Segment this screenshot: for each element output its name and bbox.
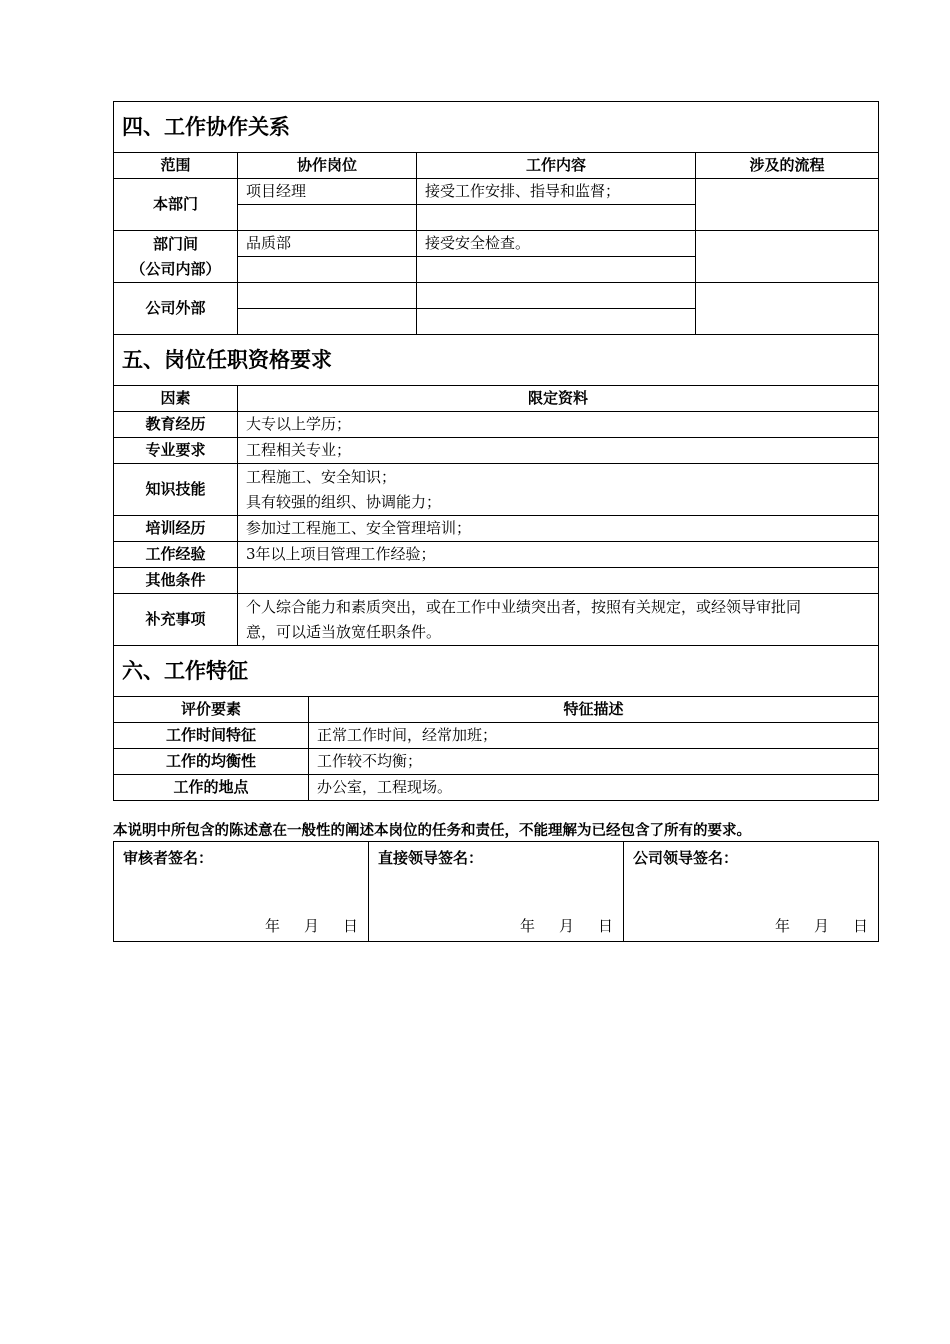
cell-process [696,179,879,231]
factor-detail [238,568,879,594]
eval-factor: 工作的地点 [114,775,309,801]
scope-external: 公司外部 [114,283,238,335]
col-header-position: 协作岗位 [238,153,417,179]
cell-content [417,205,696,231]
signature-reviewer[interactable] [114,842,369,942]
factor-label: 培训经历 [114,516,238,542]
signature-label: 审核者签名： [123,849,214,867]
scope-line2: （公司内部） [130,259,221,278]
date-month: 月 [303,917,319,935]
cell-position [238,257,417,283]
cell-position [238,205,417,231]
factor-detail: 工程相关专业； [238,438,879,464]
detail-line: 具有较强的组织、协调能力； [246,492,442,511]
signature-direct-leader[interactable] [369,842,624,942]
eval-desc: 正常工作时间，经常加班； [309,723,879,749]
date-day: 日 [597,917,613,935]
detail-line: 个人综合能力和素质突出，或在工作中业绩突出者，按照有关规定，或经领导审批同 [246,597,802,616]
factor-label: 工作经验 [114,542,238,568]
factor-label: 教育经历 [114,412,238,438]
date-day: 日 [852,917,868,935]
col-header-factor: 因素 [114,386,238,412]
factor-label: 其他条件 [114,568,238,594]
factor-label: 专业要求 [114,438,238,464]
factor-detail: 参加过工程施工、安全管理培训； [238,516,879,542]
signature-company-leader[interactable] [624,842,879,942]
section4-title: 四、工作协作关系 [114,102,879,153]
col-header-process: 涉及的流程 [696,153,879,179]
section5-title: 五、岗位任职资格要求 [114,335,879,386]
cell-position [238,309,417,335]
cell-content: 接受工作安排、指导和监督； [417,179,696,205]
cell-content [417,283,696,309]
col-header-detail: 限定资料 [238,386,879,412]
cell-content [417,309,696,335]
cell-process [696,231,879,283]
signature-table [113,841,879,942]
scope-line1: 部门间 [152,234,198,253]
col-header-content: 工作内容 [417,153,696,179]
detail-line: 意，可以适当放宽任职条件。 [246,622,442,641]
date-month: 月 [813,917,829,935]
scope-department: 本部门 [114,179,238,231]
col-header-desc: 特征描述 [309,697,879,723]
date-year: 年 [519,917,535,935]
section6-title: 六、工作特征 [114,646,879,697]
factor-label: 补充事项 [114,594,238,646]
eval-desc: 工作较不均衡； [309,749,879,775]
signature-date [520,914,613,939]
signature-label: 直接领导签名： [378,849,484,867]
factor-detail: 3年以上项目管理工作经验； [238,542,879,568]
disclaimer-note: 本说明中所包含的陈述意在一般性的阐述本岗位的任务和责任，不能理解为已经包含了所有的要求。 [113,823,751,839]
signature-date [265,914,358,939]
cell-position: 品质部 [238,231,417,257]
eval-factor: 工作的均衡性 [114,749,309,775]
signature-date [775,914,868,939]
factor-detail: 大专以上学历； [238,412,879,438]
cell-position: 项目经理 [238,179,417,205]
col-header-eval: 评价要素 [114,697,309,723]
col-header-scope: 范围 [114,153,238,179]
cell-content [417,257,696,283]
job-description-table [113,101,879,801]
date-day: 日 [342,917,358,935]
cell-content: 接受安全检查。 [417,231,696,257]
factor-detail [238,594,879,646]
scope-inter-department [114,231,238,283]
signature-label: 公司领导签名： [633,849,739,867]
eval-factor: 工作时间特征 [114,723,309,749]
detail-line: 工程施工、安全知识； [246,467,397,486]
cell-position [238,283,417,309]
eval-desc: 办公室，工程现场。 [309,775,879,801]
date-year: 年 [774,917,790,935]
factor-label: 知识技能 [114,464,238,516]
date-month: 月 [558,917,574,935]
cell-process [696,283,879,335]
date-year: 年 [264,917,280,935]
factor-detail [238,464,879,516]
